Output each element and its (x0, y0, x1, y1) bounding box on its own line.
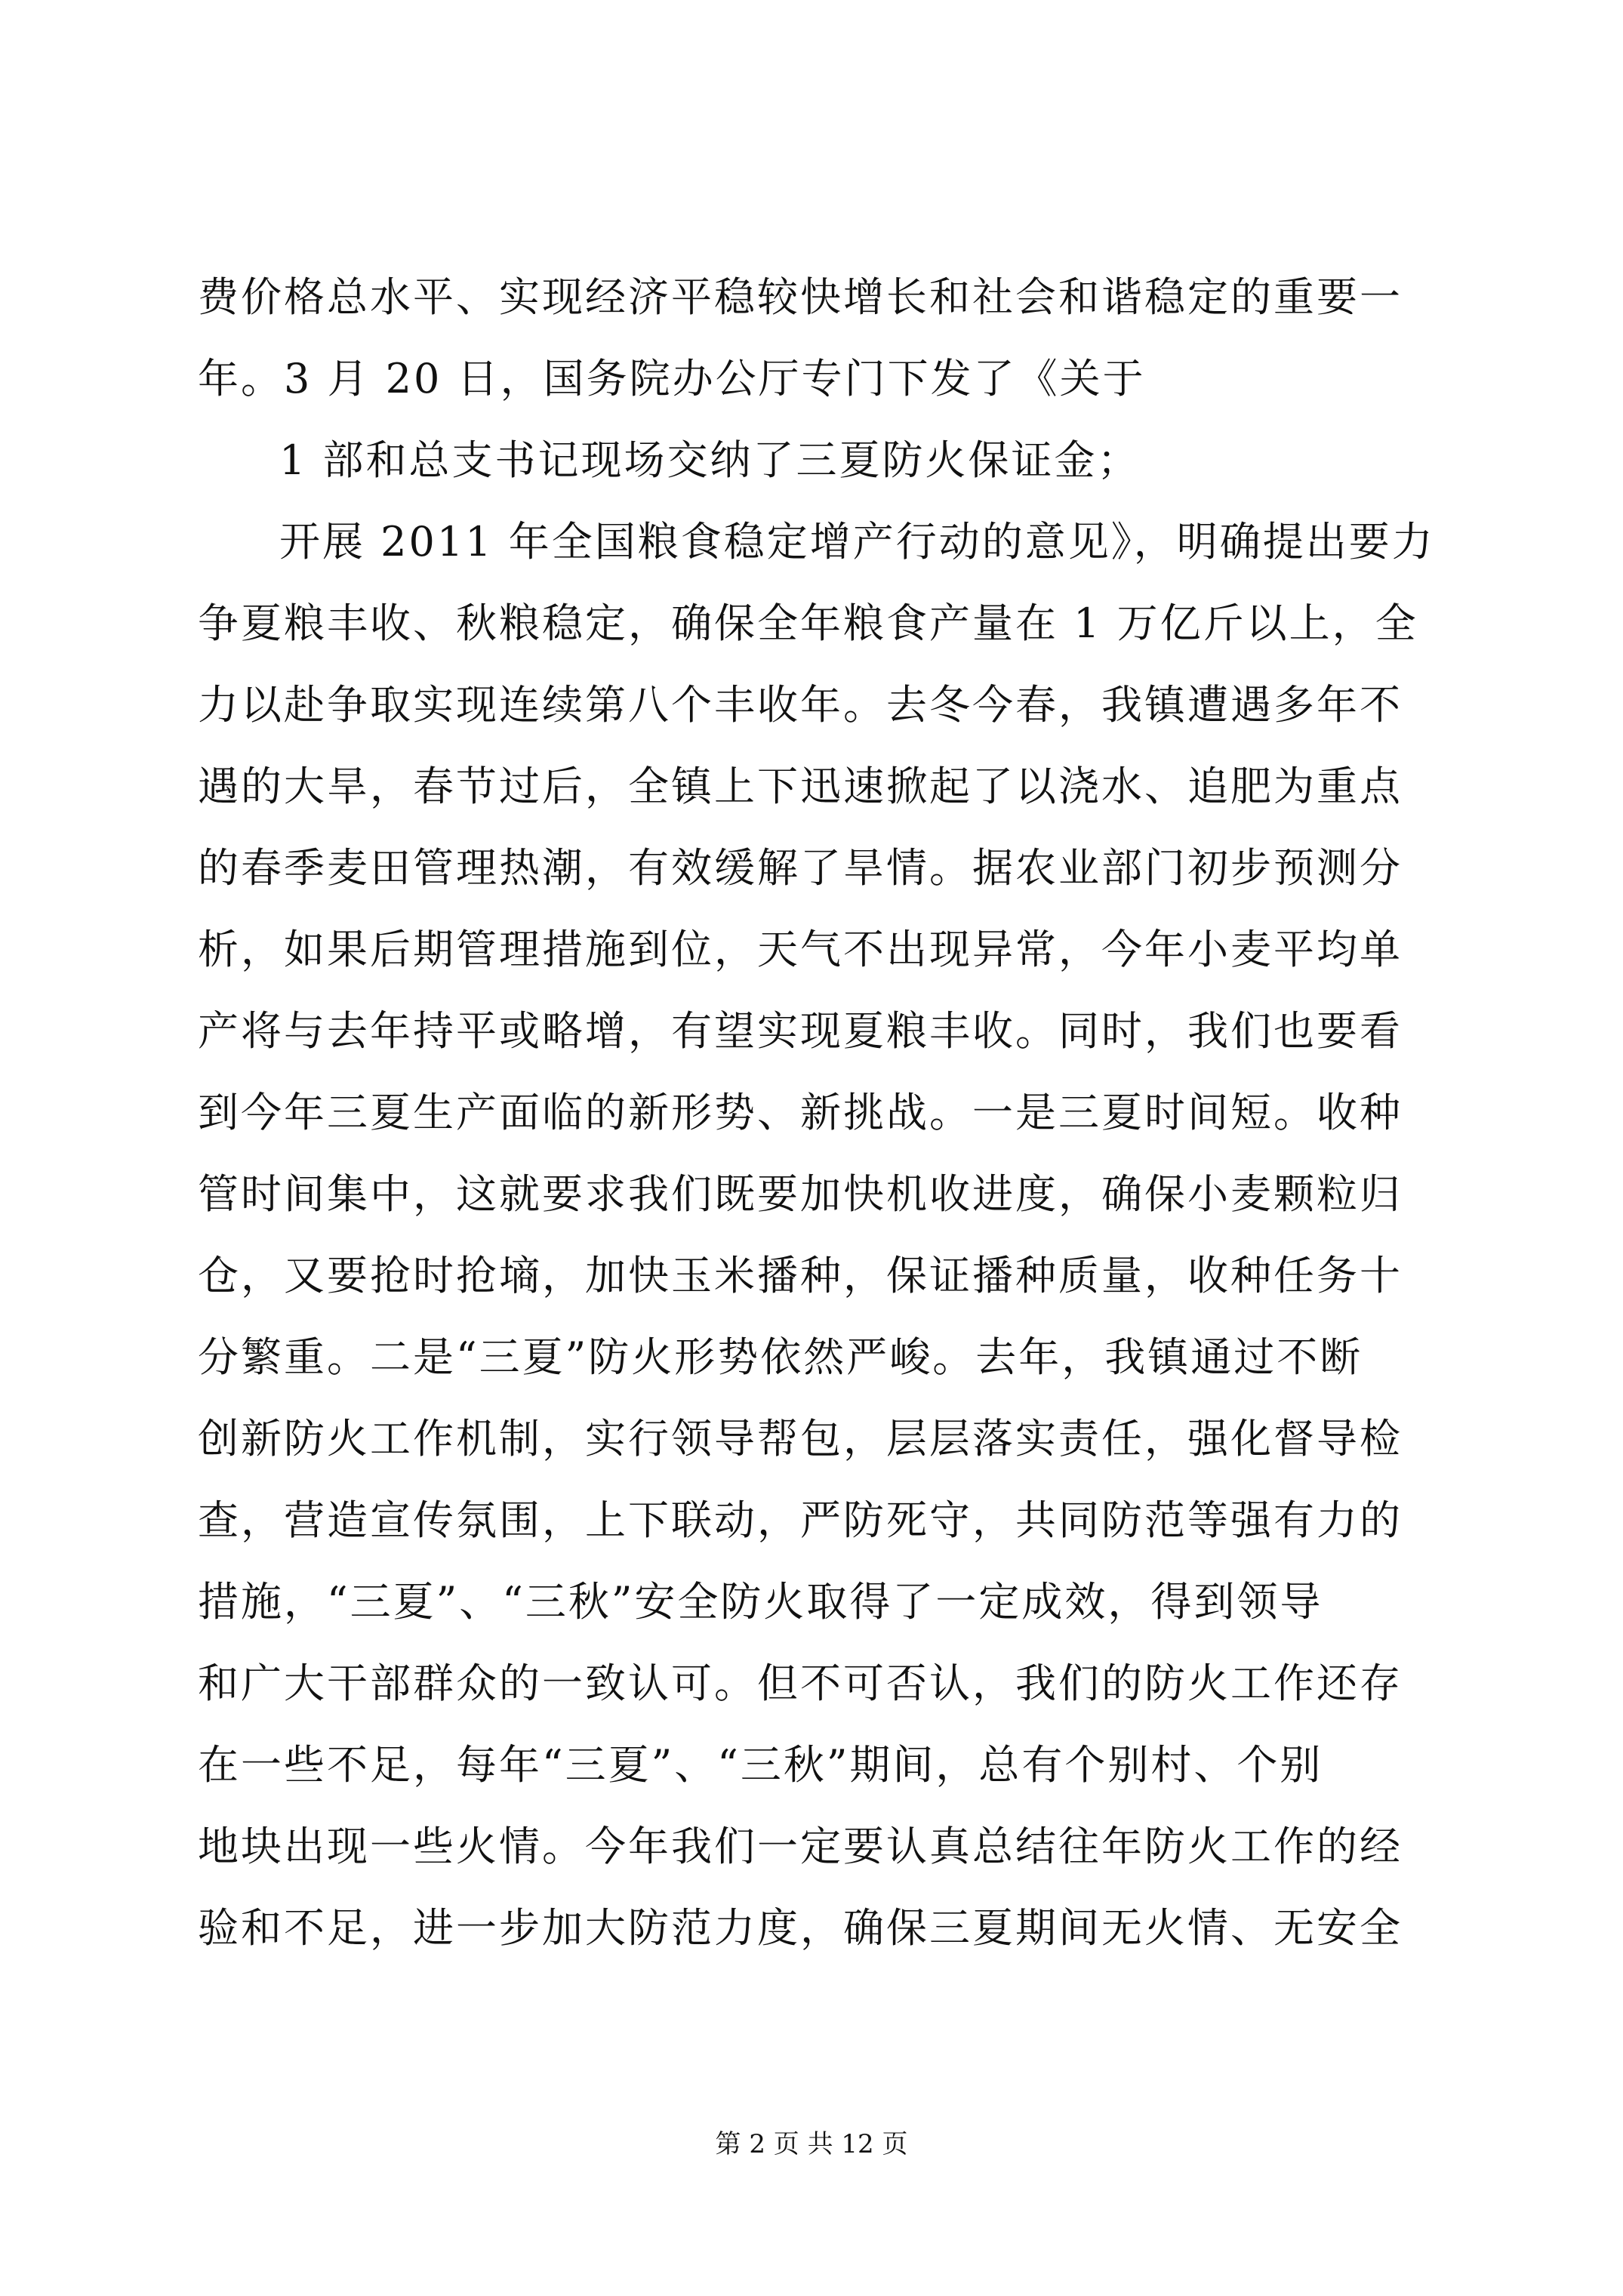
text-line: 创新防火工作机制，实行领导帮包，层层落实责任，强化督导检 (198, 1415, 1403, 1462)
text-line: 1 部和总支书记现场交纳了三夏防火保证金； (279, 436, 1141, 484)
body-text (198, 257, 1436, 1969)
text-line: 查，营造宣传氛围，上下联动，严防死守，共同防范等强有力的 (198, 1496, 1403, 1544)
text-line: 管时间集中，这就要求我们既要加快机收进度，确保小麦颗粒归 (198, 1170, 1403, 1218)
text-line: 年。3 月 20 日，国务院办公厅专门下发了《关于 (198, 355, 1146, 402)
text-line: 验和不足，进一步加大防范力度，确保三夏期间无火情、无安全 (198, 1904, 1403, 1952)
text-line: 到今年三夏生产面临的新形势、新挑战。一是三夏时间短。收种 (198, 1089, 1403, 1136)
text-line: 产将与去年持平或略增，有望实现夏粮丰收。同时，我们也要看 (198, 1007, 1403, 1055)
text-line: 遇的大旱，春节过后，全镇上下迅速掀起了以浇水、追肥为重点 (198, 763, 1403, 810)
text-line: 费价格总水平、实现经济平稳较快增长和社会和谐稳定的重要一 (198, 273, 1403, 321)
text-line: 分繁重。二是“三夏”防火形势依然严峻。去年，我镇通过不断 (198, 1333, 1363, 1381)
text-line: 力以赴争取实现连续第八个丰收年。去冬今春，我镇遭遇多年不 (198, 681, 1403, 729)
page-number-footer: 第 2 页 共 12 页 (715, 2129, 908, 2159)
text-line: 的春季麦田管理热潮，有效缓解了旱情。据农业部门初步预测分 (198, 844, 1403, 892)
text-line: 仓，又要抢时抢墒，加快玉米播种，保证播种质量，收种任务十 (198, 1252, 1403, 1299)
text-line: 措施，“三夏”、“三秋”安全防火取得了一定成效，得到领导 (198, 1578, 1323, 1626)
text-line: 和广大干部群众的一致认可。但不可否认，我们的防火工作还存 (198, 1660, 1403, 1707)
text-line: 开展 2011 年全国粮食稳定增产行动的意见》，明确提出要力 (279, 518, 1435, 566)
text-line: 在一些不足，每年“三夏”、“三秋”期间，总有个别村、个别 (198, 1741, 1323, 1789)
text-line: 析，如果后期管理措施到位，天气不出现异常，今年小麦平均单 (198, 926, 1403, 973)
text-line: 争夏粮丰收、秋粮稳定，确保全年粮食产量在 1 万亿斤以上，全 (198, 599, 1418, 647)
text-line: 地块出现一些火情。今年我们一定要认真总结往年防火工作的经 (198, 1823, 1403, 1870)
